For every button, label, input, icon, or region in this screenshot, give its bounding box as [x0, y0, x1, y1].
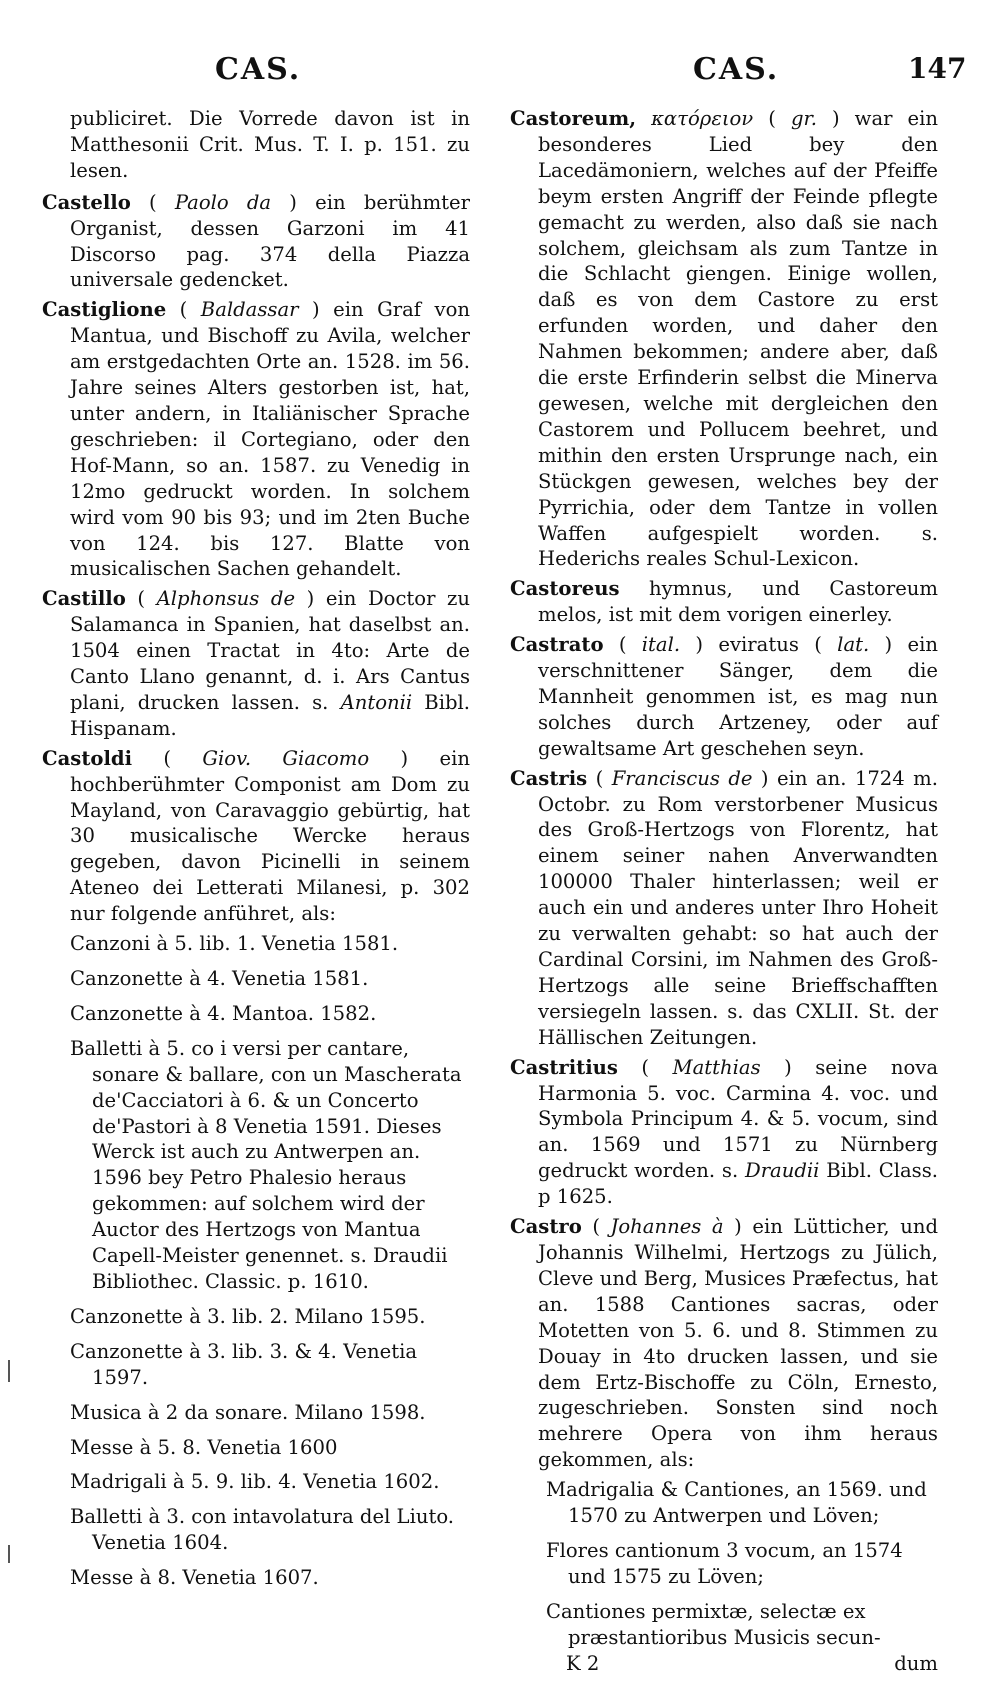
scan-edge-mark — [8, 1545, 10, 1563]
entry-name: Alphonsus de — [156, 587, 296, 611]
reference-author: Draudii — [744, 1159, 820, 1183]
work-item: Balletti à 3. con intavolatura del Liuto. Venetia 1604. — [70, 1505, 455, 1555]
left-column — [42, 106, 470, 1600]
entry-headword: Castoldi — [42, 746, 133, 770]
entry-headword: Castoreum, — [510, 107, 637, 130]
entry-text: hymnus, und Castoreum melos, ist mit dem vorigen einerley. — [538, 577, 938, 627]
entry-name: Matthias — [672, 1055, 761, 1079]
work-item: Cantiones permixtæ, selectæ ex præstantioribus Musicis secun- — [546, 1599, 881, 1649]
work-item: Canzonette à 3. lib. 3. & 4. Venetia 1597. — [70, 1339, 418, 1389]
signature-mark: K 2 — [566, 1651, 600, 1675]
entry-text: war ein besonderes Lied bey den Lacedämoniern, welches auf der Pfeiffe beym ersten Angriff der Feinde pflegte gemacht zu werden, also daß sie nach solchem, gleichsam als zum Tantze in die Schlacht giengen. Einige wollen, daß es von dem Castore zu erst erfunden worden, und daher den Nahmen bekommen; andere aber, daß die erste Erfinderin selbst die Minerva gewesen, welche mit dergleichen den Castorem und Pollucem beehret, und mithin den ersten Ursprunge nach, ein Stückgen gewesen, welches bey der Pyrrichia, oder dem Tantze in vollen Waffen aufgespielt worden. s. Hederichs reales Schul-Lexicon. — [538, 107, 939, 571]
entry-headword: Castritius — [510, 1055, 618, 1079]
dictionary-entry: Castrato ( ital. ) eviratus ( lat. ) ein verschnittener Sänger, dem die Mannheit genommen ist, es mag nun solches durch Artzeney, oder auf gewaltsame Art geschehen seyn. — [510, 633, 938, 760]
reference-prefix: s. — [312, 690, 329, 714]
continuation-text: publiciret. Die Vorrede davon ist in Matthesonii Crit. Mus. T. I. p. 151. zu lesen. — [70, 107, 470, 182]
work-item: Messe à 8. Venetia 1607. — [70, 1566, 319, 1590]
catchword: dum — [894, 1651, 938, 1675]
works-list — [42, 931, 470, 1591]
work-item: Canzoni à 5. lib. 1. Venetia 1581. — [70, 932, 399, 956]
dictionary-entry: Castello ( Paolo da ) ein berühmter Organist, dessen Garzoni im 41 Discorso pag. 374 della Piazza universale gedencket. — [42, 190, 470, 292]
page-footer-line — [510, 1651, 938, 1677]
left-running-title: CAS. — [215, 52, 302, 87]
right-running-title: CAS. — [693, 52, 780, 87]
entry-name: Paolo da — [174, 190, 272, 214]
greek-term: κατόρειον — [651, 107, 754, 130]
dictionary-entry: Castro ( Johannes à ) ein Lütticher, und Johannis Wilhelmi, Hertzogs zu Jülich, Cleve und Berg, Musices Præfectus, hat an. 1588 Cantiones sacras, oder Motetten von 5. 6. und 8. Stimmen zu Douay in 4to drucken lassen, und sie dem Ertz-Bischoffe zu Cöln, Ernesto, zugeschrieben. Sonsten sind noch mehrere Opera von ihm heraus gekommen, als: — [510, 1215, 938, 1472]
entry-latin: eviratus — [718, 633, 799, 657]
dictionary-entry: Castoldi ( Giov. Giacomo ) ein hochberühmter Componist am Dom zu Mayland, von Caravaggio gebürtig, hat 30 musicalische Wercke heraus gegeben, davon Picinelli in seinem Ateneo dei Letterati Milanesi, p. 302 nur folgende anführet, als: — [42, 746, 470, 926]
work-item: Flores cantionum 3 vocum, an 1574 und 1575 zu Löven; — [546, 1538, 903, 1588]
dictionary-entry: Castris ( Franciscus de ) ein an. 1724 m. Octobr. zu Rom verstorbener Musicus des Groß-Hertzogs von Florentz, hat einem seiner nahen Anverwandten 100000 Thaler hinterlassen; weil er auch ein und anderes unter Ihro Hoheit zu verwalten gehabt: so hat auch der Cardinal Corsini, im Nahmen des Groß-Hertzogs alle seine Brieffschafften versiegeln lassen. s. das CXLII. St. der Hällischen Zeitungen. — [510, 766, 938, 1049]
entry-headword: Castillo — [42, 587, 126, 611]
entry-headword: Castoreus — [510, 577, 620, 601]
work-item: Canzonette à 4. Mantoa. 1582. — [70, 1001, 377, 1025]
entry-text: seine nova Harmonia 5. voc. Carmina 4. voc. und Symbola Principum 4. & 5. vocum, sind an. 1569 und 1571 zu Nürnberg gedruckt worden. — [538, 1055, 939, 1183]
dictionary-entry: Castoreum, κατόρειον ( gr. ) war ein besonderes Lied bey den Lacedämoniern, welches auf der Pfeiffe beym ersten Angriff der Feinde pflegte gemacht zu werden, also daß sie nach solchem, gleichsam als zum Tantze in die Schlacht giengen. Einige wollen, daß es von dem Castore zu erst erfunden worden, und daher den Nahmen bekommen; andere aber, daß die erste Erfinderin selbst die Minerva gewesen, welche mit dergleichen den Castorem und Pollucem beehret, und mithin den ersten Ursprunge nach, ein Stückgen gewesen, welches bey der Pyrrichia, oder dem Tantze in vollen Waffen aufgespielt worden. s. Hederichs reales Schul-Lexicon. — [510, 107, 939, 571]
reference-title: Bibl. Class. p 1625. — [538, 1159, 939, 1209]
reference-author: Antonii — [340, 690, 413, 714]
entry-name-latin: lat. — [837, 633, 870, 657]
entry-text: ein Lütticher, und Johannis Wilhelmi, Hertzogs zu Jülich, Cleve und Berg, Musices Præfectus, hat an. 1588 Cantiones sacras, oder Motetten von 5. 6. und 8. Stimmen zu Douay in 4to drucken lassen, und sie dem Ertz-Bischoffe zu Cöln, Ernesto, zugeschrieben. Sonsten sind noch mehrere Opera von ihm heraus gekommen, als: — [538, 1215, 938, 1472]
entry-text: ein Graf von Mantua, und Bischoff zu Avila, welcher am erstgedachten Orte an. 1528. im 56. Jahre seines Alters gestorben ist, hat, unter andern, in Italiänischer Sprache geschrieben: il Cortegiano, oder den Hof-Mann, so an. 1587. zu Venedig in 12mo gedruckt worden. In solchem wird vom 90 bis 93; und im 2ten Buche von 124. bis 127. Blatte von musicalischen Sachen gehandelt. — [70, 298, 471, 581]
running-header — [0, 52, 1000, 102]
entry-text: ein Doctor zu Salamanca in Spanien, hat daselbst an. 1504 einen Tractat in 4to: Arte de Canto Llano genannt, d. i. Ars Cantus plani, drucken lassen. — [70, 587, 471, 714]
reference-title: Bibl. Hispanam. — [70, 690, 470, 740]
page-number: 147 — [908, 52, 967, 85]
dictionary-entry: Castillo ( Alphonsus de ) ein Doctor zu Salamanca in Spanien, hat daselbst an. 1504 einen Tractat in 4to: Arte de Canto Llano genannt, d. i. Ars Cantus plani, drucken lassen. s. Antonii Bibl. Hispanam. — [42, 587, 471, 740]
entry-text: ein hochberühmter Componist am Dom zu Mayland, von Caravaggio gebürtig, hat 30 musicalische Wercke heraus gegeben, davon Picinelli in seinem Ateneo dei Letterati Milanesi, p. 302 nur folgende anführet, als: — [70, 746, 470, 926]
entry-name: gr. — [790, 107, 817, 130]
dictionary-entry: Castiglione ( Baldassar ) ein Graf von Mantua, und Bischoff zu Avila, welcher am erstgedachten Orte an. 1528. im 56. Jahre seines Alters gestorben ist, hat, unter andern, in Italiänischer Sprache geschrieben: il Cortegiano, oder den Hof-Mann, so an. 1587. zu Venedig in 12mo gedruckt worden. In solchem wird vom 90 bis 93; und im 2ten Buche von 124. bis 127. Blatte von musicalischen Sachen gehandelt. — [42, 298, 471, 581]
entry-name: Franciscus de — [611, 766, 753, 790]
entry-text: ein verschnittener Sänger, dem die Mannheit genommen ist, es mag nun solches durch Artzeney, oder auf gewaltsame Art geschehen seyn. — [538, 633, 938, 760]
dictionary-entry: Castritius ( Matthias ) seine nova Harmonia 5. voc. Carmina 4. voc. und Symbola Principum 4. & 5. vocum, sind an. 1569 und 1571 zu Nürnberg gedruckt worden. s. Draudii Bibl. Class. p 1625. — [510, 1055, 939, 1209]
work-item: Balletti à 5. co i versi per cantare, sonare & ballare, con un Mascherata de'Cacciatori à 6. & un Concerto de'Pastori à 8 Venetia 1591. Dieses Werck ist auch zu Antwerpen an. 1596 bey Petro Phalesio heraus gekommen: auf solchem wird der Auctor des Hertzogs von Mantua Capell-Meister genennet. s. Draudii Bibliothec. Classic. p. 1610. — [70, 1036, 462, 1293]
entry-name: Baldassar — [200, 298, 299, 322]
entry-headword: Castro — [510, 1215, 582, 1239]
work-item: Madrigali à 5. 9. lib. 4. Venetia 1602. — [70, 1470, 440, 1494]
work-item: Madrigalia & Cantiones, an 1569. und 1570 zu Antwerpen und Löven; — [546, 1478, 927, 1528]
work-item: Canzonette à 3. lib. 2. Milano 1595. — [70, 1304, 426, 1328]
work-item: Musica à 2 da sonare. Milano 1598. — [70, 1400, 426, 1424]
entry-name: Giov. Giacomo — [202, 746, 370, 770]
reference-prefix: s. — [721, 1159, 739, 1183]
entry-headword: Castris — [510, 766, 588, 790]
work-item: Messe à 5. 8. Venetia 1600 — [70, 1435, 338, 1459]
works-list — [510, 1477, 938, 1650]
entry-name: ital. — [641, 633, 681, 657]
entry-headword: Castrato — [510, 633, 604, 657]
entry-name: Johannes à — [610, 1215, 724, 1239]
entry-headword: Castiglione — [42, 298, 167, 322]
entry-headword: Castello — [42, 190, 131, 214]
work-item: Canzonette à 4. Venetia 1581. — [70, 967, 369, 990]
entry-text: ein berühmter Organist, dessen Garzoni im 41 Discorso pag. 374 della Piazza universale gedencket. — [70, 190, 470, 292]
right-column — [510, 106, 938, 1676]
entry-text: ein an. 1724 m. Octobr. zu Rom verstorbener Musicus des Groß-Hertzogs von Florentz, hat einem seiner nahen Anverwandten 100000 Thaler hinterlassen; weil er auch ein und anderes unter Ihro Hoheit zu verwalten gehabt: so hat auch der Cardinal Corsini, im Nahmen des Groß-Hertzogs alle seine Brieffschafften versiegeln lassen. s. das CXLII. St. der Hällischen Zeitungen. — [538, 766, 938, 1049]
scan-edge-mark — [8, 1360, 10, 1382]
dictionary-entry — [510, 576, 938, 628]
